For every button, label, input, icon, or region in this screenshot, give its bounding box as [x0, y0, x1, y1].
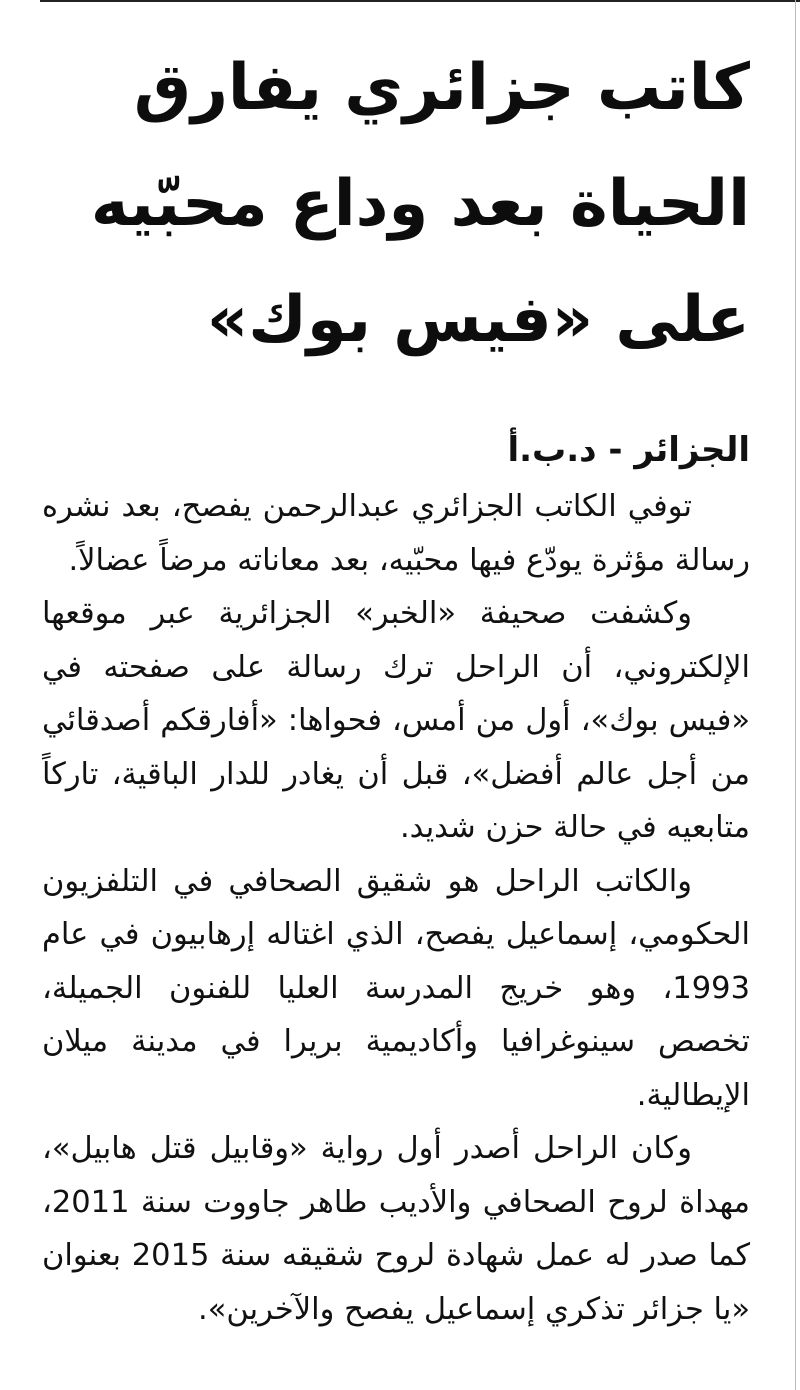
paragraph: توفي الكاتب الجزائري عبدالرحمن يفصح، بعد نشره رسالة مؤثرة يودّع فيها محبّيه، بعد معاناته مرضاً عضالاً.: [42, 489, 750, 578]
paragraph: والكاتب الراحل هو شقيق الصحافي في التلفزيون الحكومي، إسماعيل يفصح، الذي اغتاله إرهابيون في عام 1993، وهو خريج المدرسة العليا للفنون الجميلة، تخصص سينوغرافيا وأكاديمية بريرا في مدينة ميلان الإيطالية.: [42, 863, 750, 1113]
paragraph: وكان الراحل أصدر أول رواية «وقابيل قتل هابيل»، مهداة لروح الصحافي والأديب طاهر جاووت سنة 2011، كما صدر له عمل شهادة لروح شقيقه سنة 2015 بعنوان «يا جزائر تذكري إسماعيل يفصح والآخرين».: [42, 1131, 751, 1327]
headline: كاتب جزائري يفارق الحياة بعد وداع محبّيه على «فيس بوك»: [90, 51, 750, 357]
top-divider: [40, 0, 800, 2]
paragraph: وكشفت صحيفة «الخبر» الجزائرية عبر موقعها الإلكتروني، أن الراحل ترك رسالة على صفحته في «فيس بوك»، أول من أمس، فحواها: «أفارقكم أصدقائي من أجل عالم أفضل»، قبل أن يغادر للدار الباقية، تاركاً متابعيه في حالة حزن شديد.: [42, 596, 750, 845]
dateline: الجزائر - د.ب.أ: [507, 430, 750, 470]
column-divider: [795, 0, 796, 1390]
news-article: [42, 30, 750, 1336]
article-body: [42, 480, 750, 1336]
